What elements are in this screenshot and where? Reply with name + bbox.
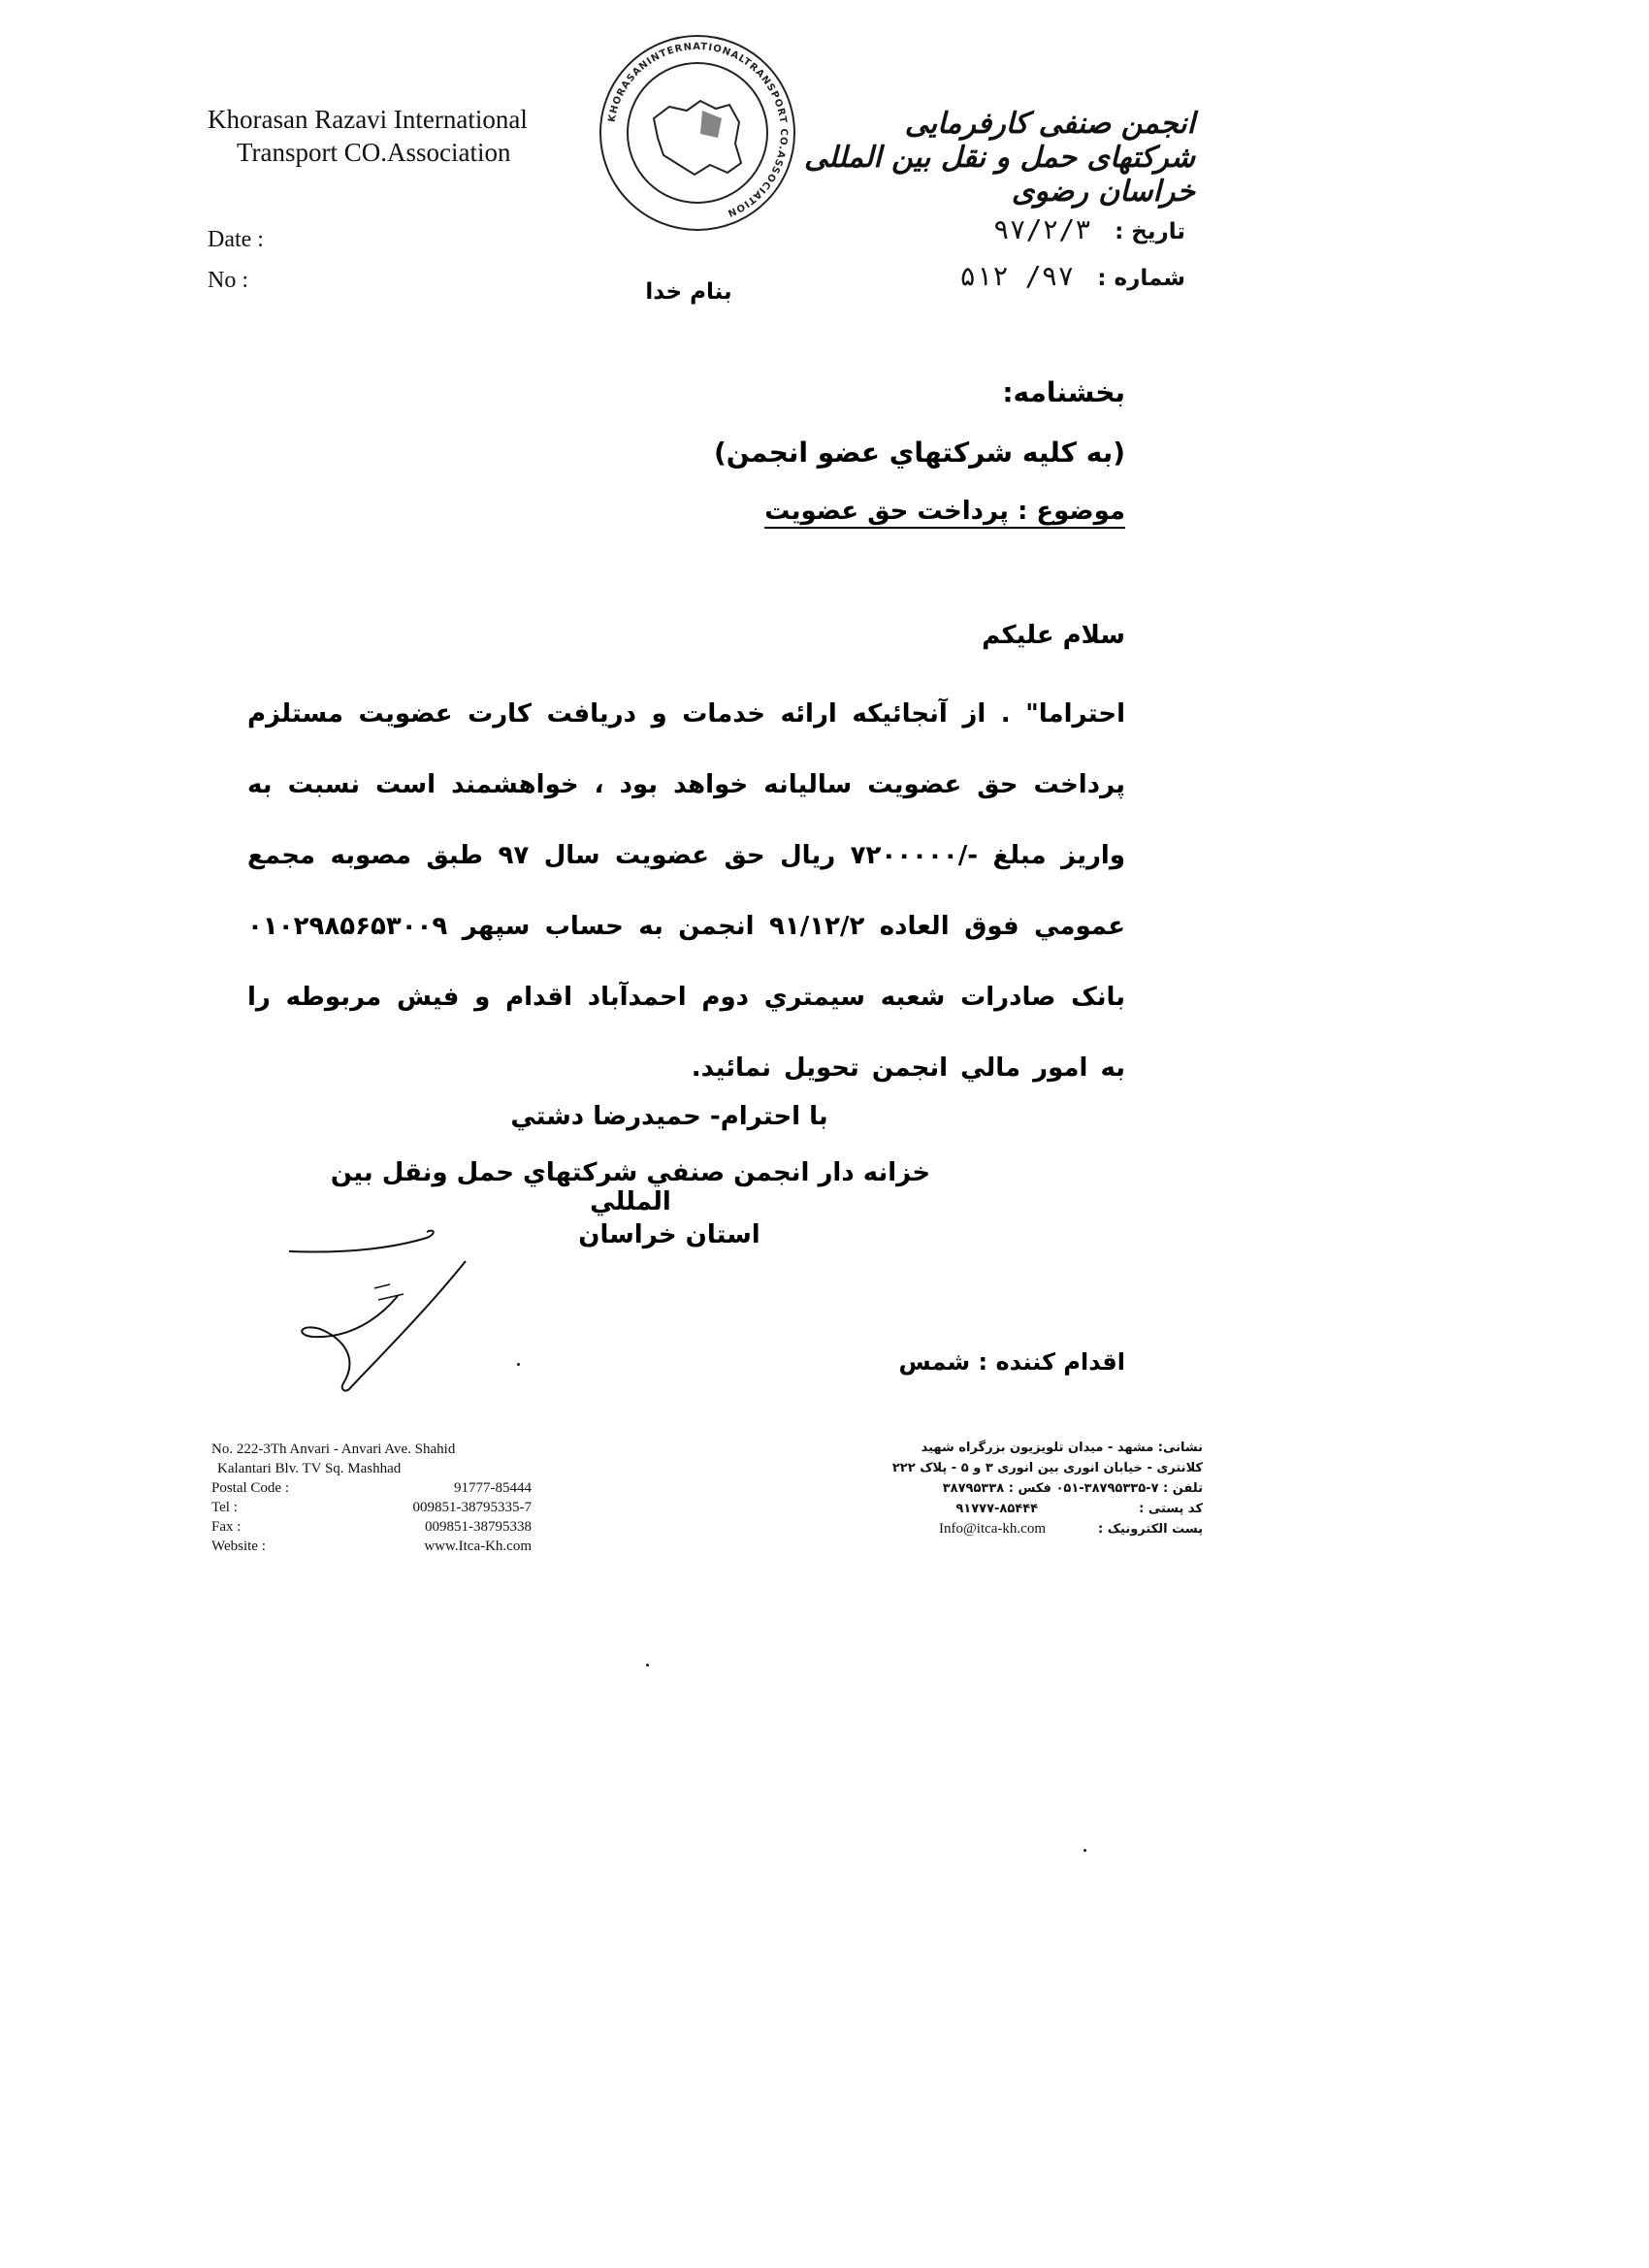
subject-line: [679, 497, 1125, 526]
number-label-en: No :: [208, 268, 248, 293]
scan-speck: [646, 1664, 649, 1667]
date-label-fa: تاریخ :: [1115, 219, 1185, 244]
footer-contact-en: [211, 1440, 532, 1556]
svg-text:KHORASANINTERNATIONALTRANSPORT: [607, 42, 789, 218]
basmala-heading: بنام خدا: [645, 279, 732, 305]
recipient-line: (به کلیه شرکتهاي عضو انجمن): [713, 437, 1125, 469]
footer-address-en-line2: Kalantari Blv. TV Sq. Mashhad: [217, 1461, 402, 1476]
footer-postal-fa: کد پستی : ۹۱۷۷۷-۸۵۴۴۴: [955, 1502, 1203, 1516]
scan-speck: [1083, 1849, 1086, 1852]
seal-ring-text: KHORASANINTERNATIONALTRANSPORT CO.ASSOCIATION: [606, 41, 790, 219]
org-name-en-line2: Transport CO.Association: [237, 138, 511, 167]
subject-text: موضوع : پرداخت حق عضویت: [764, 497, 1125, 526]
org-name-en-line1: Khorasan Razavi International: [208, 105, 528, 134]
footer-tel-en: Tel : 009851-38795335-7: [211, 1500, 532, 1515]
footer-phone-fa: تلفن : ۷-۳۸۷۹۵۳۳۵-۰۵۱ فکس : ۳۸۷۹۵۳۳۸: [942, 1481, 1203, 1496]
handwritten-signature: [281, 1203, 504, 1407]
date-label-en: Date :: [208, 227, 264, 252]
number-fa: [931, 260, 1185, 292]
date-value-fa: ۹۷/۲/۳: [992, 213, 1092, 245]
date-fa: [931, 213, 1185, 245]
circular-label: بخشنامه:: [1002, 376, 1125, 408]
signer-title: خزانه دار انجمن صنفي شرکتهاي حمل ونقل بین المللي: [330, 1158, 931, 1216]
org-name-en: [208, 103, 605, 169]
footer-email-fa: پست الکترونیک : Info@itca-kh.com: [938, 1521, 1203, 1537]
footer-postal-en: Postal Code : 91777-85444: [211, 1480, 532, 1496]
footer-address-en-line1: No. 222-3Th Anvari - Anvari Ave. Shahid: [211, 1442, 456, 1457]
association-seal-logo: [594, 29, 801, 237]
signer-province: استان خراسان: [578, 1220, 760, 1249]
footer-contact-fa: [878, 1438, 1203, 1539]
iran-map-icon: [654, 101, 741, 175]
footer-address-fa-line1: نشانی: مشهد - میدان تلویزیون بزرگراه شهید: [921, 1441, 1203, 1455]
action-by: اقدام کننده : شمس: [898, 1348, 1125, 1376]
footer-fax-en: Fax : 009851-38795338: [211, 1519, 532, 1535]
number-value-fa: ۹۷/ ۵۱۲: [959, 260, 1075, 292]
footer-website-en: Website : www.Itca-Kh.com: [211, 1539, 532, 1554]
khorasan-region-icon: [700, 111, 722, 138]
closing-line: با احترام- حمیدرضا دشتي: [510, 1102, 828, 1131]
number-label-fa: شماره :: [1097, 266, 1185, 291]
footer-address-fa-line2: کلانتری - خیابان انوری بین انوری ۳ و ۵ - پلاک ۲۲۲: [891, 1461, 1203, 1475]
org-name-fa: انجمن صنفی کارفرمایی شرکتهای حمل و نقل بین المللی خراسان رضوی: [804, 107, 1195, 209]
letter-body: احتراما" . از آنجائیکه ارائه خدمات و دریافت کارت عضویت مستلزم پرداخت حق عضویت سالیانه خواهد بود ، خواهشمند است نسبت به واریز مبلغ -/۷۲۰۰۰۰۰ ریال حق عضویت سال ۹۷ طبق مصوبه مجمع عمومي فوق العاده ۹۱/۱۲/۲ انجمن به حساب سپهر ۰۱۰۲۹۸۵۶۵۳۰۰۹ بانک صادرات شعبه سیمتري دوم احمدآباد اقدام و فیش مربوطه را به امور مالي انجمن تحویل نمائید.: [247, 699, 1126, 1083]
scan-speck: [517, 1363, 520, 1366]
greeting: سلام علیکم: [982, 621, 1125, 650]
